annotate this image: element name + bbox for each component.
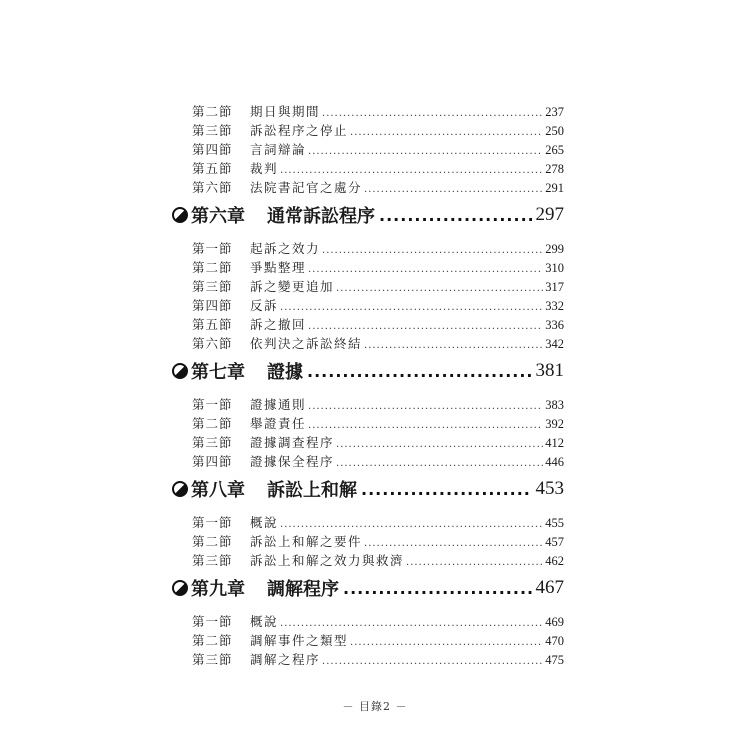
section-number: 第四節 — [192, 454, 233, 469]
section-page-number: 299 — [545, 242, 564, 256]
chapter-page-number: 297 — [535, 204, 564, 225]
dot-leader — [308, 416, 543, 435]
toc-section-row[interactable] — [172, 140, 564, 159]
section-page-number: 291 — [545, 181, 564, 195]
section-page-number: 278 — [545, 162, 564, 176]
chapter-number: 第九章 — [191, 579, 245, 600]
section-page-number: 332 — [545, 299, 564, 313]
toc-section-row[interactable] — [172, 121, 564, 140]
toc-section-row[interactable] — [172, 612, 564, 631]
chapter-title: 訴訟上和解 — [267, 480, 357, 501]
chapter-block — [172, 475, 564, 570]
section-title: 訴訟上和解之效力與救濟 — [250, 553, 405, 568]
section-number: 第二節 — [192, 260, 233, 275]
section-title: 概說 — [250, 614, 279, 629]
dot-leader — [280, 298, 543, 317]
dot-leader — [322, 652, 543, 671]
toc-chapter-row[interactable] — [172, 475, 564, 503]
section-title: 訴之變更追加 — [250, 279, 335, 294]
section-number: 第三節 — [192, 279, 233, 294]
dot-leader — [336, 279, 543, 298]
table-of-contents — [172, 102, 564, 669]
section-title: 裁判 — [250, 161, 279, 176]
section-title: 訴訟上和解之要件 — [250, 534, 363, 549]
section-page-number: 336 — [545, 318, 564, 332]
toc-section-row[interactable] — [172, 513, 564, 532]
toc-section-row[interactable] — [172, 414, 564, 433]
section-page-number: 265 — [545, 143, 564, 157]
section-page-number: 446 — [545, 455, 564, 469]
toc-section-row[interactable] — [172, 178, 564, 197]
section-number: 第三節 — [192, 435, 233, 450]
dot-leader — [361, 480, 532, 499]
dot-leader — [364, 180, 543, 199]
chapter-number: 第八章 — [191, 480, 245, 501]
section-title: 言詞辯論 — [250, 142, 307, 157]
toc-section-row[interactable] — [172, 551, 564, 570]
section-number: 第二節 — [192, 104, 233, 119]
section-number: 第五節 — [192, 317, 233, 332]
section-title: 證據保全程序 — [250, 454, 335, 469]
section-page-number: 455 — [545, 516, 564, 530]
section-title: 概說 — [250, 515, 279, 530]
dot-leader — [308, 260, 543, 279]
section-number: 第四節 — [192, 298, 233, 313]
leading-section-list — [172, 102, 564, 197]
section-number: 第三節 — [192, 652, 233, 667]
toc-chapter-row[interactable] — [172, 357, 564, 385]
section-number: 第二節 — [192, 534, 233, 549]
dot-leader — [343, 579, 532, 598]
section-number: 第二節 — [192, 416, 233, 431]
half-filled-circle-icon — [172, 207, 188, 223]
chapter-title: 調解程序 — [267, 579, 339, 600]
dot-leader — [322, 241, 543, 260]
section-page-number: 342 — [545, 337, 564, 351]
toc-section-row[interactable] — [172, 159, 564, 178]
section-page-number: 469 — [545, 615, 564, 629]
toc-chapter-row[interactable] — [172, 574, 564, 602]
section-page-number: 237 — [545, 105, 564, 119]
section-number: 第六節 — [192, 180, 233, 195]
toc-section-row[interactable] — [172, 315, 564, 334]
page-footer: － 目錄2 － — [342, 700, 408, 713]
toc-section-row[interactable] — [172, 650, 564, 669]
dot-leader — [350, 633, 543, 652]
section-title: 訴之撤回 — [250, 317, 307, 332]
section-page-number: 457 — [545, 535, 564, 549]
half-filled-circle-icon — [172, 481, 188, 497]
section-page-number: 392 — [545, 417, 564, 431]
toc-section-row[interactable] — [172, 452, 564, 471]
half-filled-circle-icon — [172, 363, 188, 379]
dot-leader — [322, 104, 543, 123]
dot-leader — [336, 454, 543, 473]
chapter-page-number: 467 — [535, 577, 564, 598]
section-title: 反訴 — [250, 298, 279, 313]
section-number: 第一節 — [192, 397, 233, 412]
dot-leader — [308, 397, 543, 416]
dot-leader — [364, 336, 543, 355]
dot-leader — [336, 435, 543, 454]
chapter-page-number: 453 — [535, 478, 564, 499]
dot-leader — [308, 142, 543, 161]
section-number: 第四節 — [192, 142, 233, 157]
section-number: 第三節 — [192, 123, 233, 138]
section-page-number: 470 — [545, 634, 564, 648]
chapter-title: 證據 — [267, 362, 303, 383]
half-filled-circle-icon — [172, 580, 188, 596]
toc-section-row[interactable] — [172, 433, 564, 452]
section-title: 舉證責任 — [250, 416, 307, 431]
section-title: 調解事件之類型 — [250, 633, 349, 648]
section-page-number: 462 — [545, 554, 564, 568]
section-title: 爭點整理 — [250, 260, 307, 275]
chapter-number: 第六章 — [191, 206, 245, 227]
section-title: 起訴之效力 — [250, 241, 321, 256]
toc-section-row[interactable] — [172, 258, 564, 277]
section-title: 依判決之訴訟終結 — [250, 336, 363, 351]
toc-chapter-row[interactable] — [172, 201, 564, 229]
chapter-block — [172, 201, 564, 353]
toc-section-row[interactable] — [172, 277, 564, 296]
section-title: 期日與期間 — [250, 104, 321, 119]
chapter-title: 通常訴訟程序 — [267, 206, 375, 227]
section-page-number: 475 — [545, 653, 564, 667]
section-title: 調解之程序 — [250, 652, 321, 667]
chapter-page-number: 381 — [535, 360, 564, 381]
toc-section-row[interactable] — [172, 532, 564, 551]
dot-leader — [406, 553, 543, 572]
section-page-number: 412 — [545, 436, 564, 450]
section-title: 訴訟程序之停止 — [250, 123, 349, 138]
section-title: 法院書記官之處分 — [250, 180, 363, 195]
section-title: 證據調查程序 — [250, 435, 335, 450]
toc-section-row[interactable] — [172, 334, 564, 353]
section-number: 第一節 — [192, 241, 233, 256]
section-number: 第五節 — [192, 161, 233, 176]
chapter-number: 第七章 — [191, 362, 245, 383]
section-page-number: 250 — [545, 124, 564, 138]
section-number: 第一節 — [192, 515, 233, 530]
dot-leader — [379, 206, 532, 225]
section-number: 第三節 — [192, 553, 233, 568]
toc-section-row[interactable] — [172, 631, 564, 650]
toc-section-row[interactable] — [172, 395, 564, 414]
section-number: 第一節 — [192, 614, 233, 629]
section-title: 證據通則 — [250, 397, 307, 412]
section-number: 第二節 — [192, 633, 233, 648]
section-page-number: 310 — [545, 261, 564, 275]
toc-section-row[interactable] — [172, 239, 564, 258]
dot-leader — [307, 362, 532, 381]
section-page-number: 317 — [545, 280, 564, 294]
toc-section-row[interactable] — [172, 102, 564, 121]
chapter-block — [172, 574, 564, 669]
section-number: 第六節 — [192, 336, 233, 351]
chapter-block — [172, 357, 564, 471]
section-page-number: 383 — [545, 398, 564, 412]
dot-leader — [350, 123, 543, 142]
toc-section-row[interactable] — [172, 296, 564, 315]
